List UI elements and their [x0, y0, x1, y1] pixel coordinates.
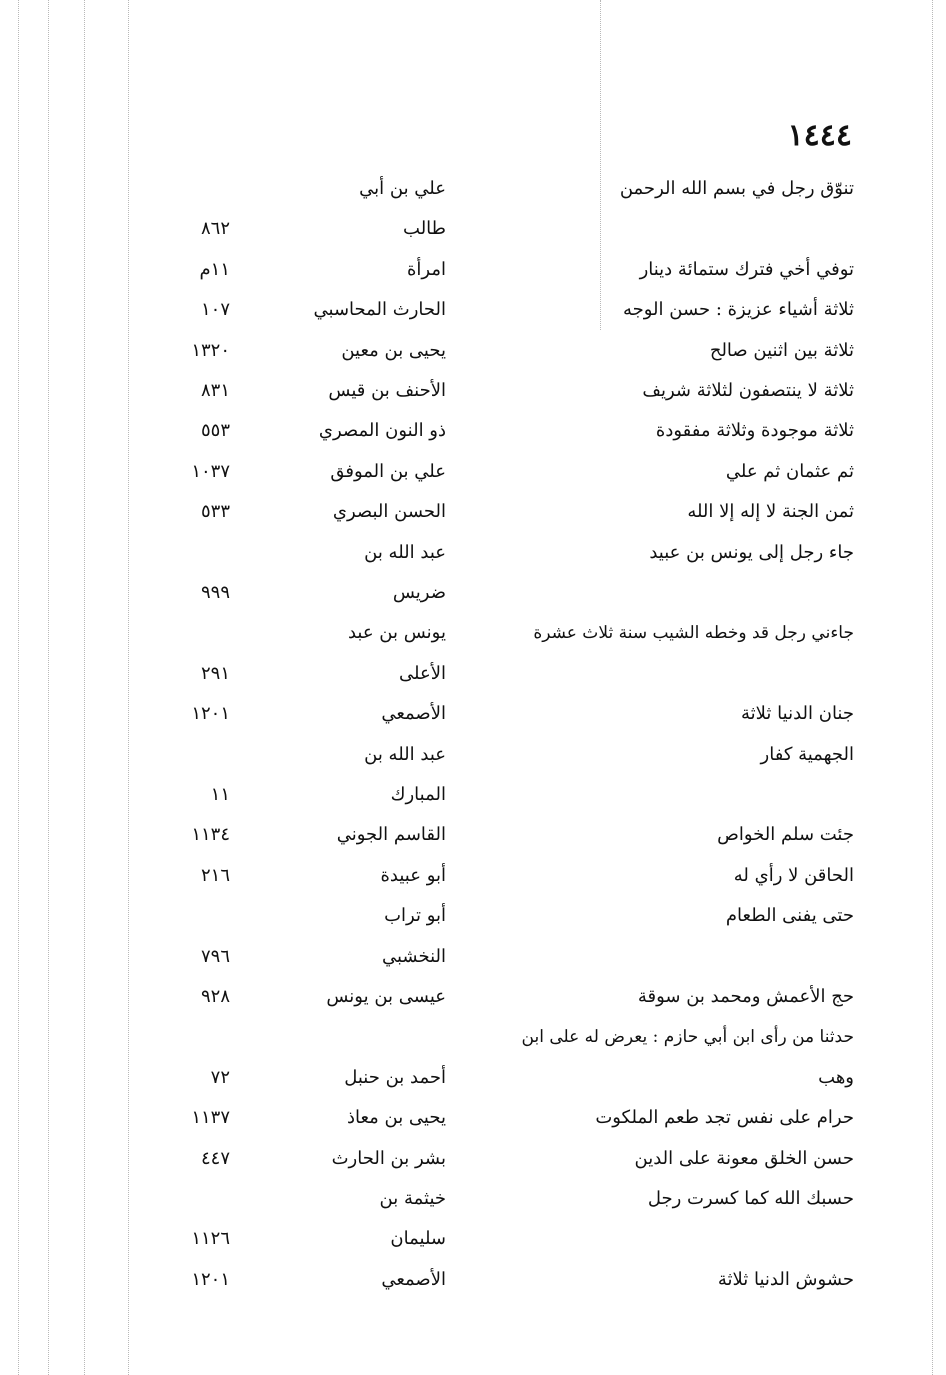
index-entry-author: خيثمة بن — [379, 1188, 446, 1209]
index-entry-author: عبد الله بن — [364, 542, 446, 563]
index-entry-number: ٨٣١ — [200, 380, 230, 401]
index-entry-number — [150, 899, 230, 933]
index-entry-author: يحيى بن معين — [341, 340, 446, 361]
index-entry-number: ١١٣٤ — [191, 824, 230, 845]
index-entry-title: حشوش الدنيا ثلاثة — [717, 1269, 854, 1290]
index-entry-author: الأصمعي — [381, 1269, 446, 1290]
index-entry-author: عيسى بن يونس — [326, 986, 446, 1007]
index-entry-title — [484, 212, 854, 246]
index-entry-number — [150, 1182, 230, 1216]
index-entry-author: امرأة — [406, 259, 446, 280]
index-entry-title: حسن الخلق معونة على الدين — [634, 1148, 854, 1169]
index-entry-number — [150, 1020, 230, 1054]
index-entry-number: ٩٢٨ — [200, 986, 230, 1007]
index-entry-author: الأعلى — [399, 663, 446, 684]
index-entry-author: الحارث المحاسبي — [313, 299, 446, 320]
index-entry-number: ١٢٠١ — [191, 1269, 230, 1290]
index-entry-title: ثلاثة بين اثنين صالح — [709, 340, 854, 361]
index-entry-author: المبارك — [390, 784, 446, 805]
index-entry-title: جاءني رجل قد وخطه الشيب سنة ثلاث عشرة — [533, 623, 854, 643]
index-entry-author: الحسن البصري — [332, 501, 446, 522]
index-entry-title: حرام على نفس تجد طعم الملكوت — [595, 1107, 854, 1128]
index-entry-author: يونس بن عبد — [347, 622, 446, 643]
index-entry-title: توفي أخي فترك ستمائة دينار — [639, 259, 854, 280]
index-entry-title — [484, 1222, 854, 1256]
index-entry-author: ذو النون المصري — [318, 420, 446, 441]
index-entry-number: ١١م — [199, 259, 230, 280]
index-entry-number: ١١٣٧ — [191, 1107, 230, 1128]
index-entry-number — [150, 172, 230, 206]
index-entry-author: عبد الله بن — [364, 744, 446, 765]
index-entry-title: حتى يفنى الطعام — [725, 905, 854, 926]
index-entry-title: الحاقن لا رأي له — [733, 865, 854, 886]
index-entry-title: تنوّق رجل في بسم الله الرحمن — [619, 178, 854, 199]
index-entry-number: ٧٩٦ — [200, 946, 230, 967]
index-entry-title: جئت سلم الخواص — [717, 824, 854, 845]
index-entry-author: أبو تراب — [384, 905, 446, 926]
index-entry-title — [484, 940, 854, 974]
index-entry-number — [150, 536, 230, 570]
index-entry-author: القاسم الجوني — [336, 824, 446, 845]
index-entry-author: أبو عبيدة — [380, 865, 446, 886]
index-entry-number — [150, 738, 230, 772]
index-entry-author: علي بن أبي — [359, 178, 446, 199]
index-entry-title — [484, 657, 854, 691]
index-entry-number: ١٣٢٠ — [191, 340, 230, 361]
index-entry-author: ضريس — [392, 582, 446, 603]
margin-dotted-line — [18, 0, 19, 1375]
index-entry-title: حدثنا من رأى ابن أبي حازم : يعرض له على ابن — [521, 1027, 854, 1047]
index-entry-number: ٨٦٢ — [200, 218, 230, 239]
index-entry-author: الأصمعي — [381, 703, 446, 724]
index-entry-title — [484, 576, 854, 610]
index-entry-title: وهب — [818, 1067, 854, 1088]
page-number: ١٤٤٤ — [787, 118, 852, 153]
margin-dotted-line — [932, 0, 933, 1375]
index-entry-title: حسبك الله كما كسرت رجل — [647, 1188, 854, 1209]
index-entry-title: ثمن الجنة لا إله إلا الله — [687, 501, 854, 522]
index-entry-author: بشر بن الحارث — [331, 1148, 446, 1169]
index-entry-title: ثلاثة موجودة وثلاثة مفقودة — [655, 420, 854, 441]
index-entry-number: ٩٩٩ — [200, 582, 230, 603]
index-entry-author: طالب — [403, 218, 446, 239]
index-entry-author — [286, 1020, 446, 1054]
index-entry-number: ١٠٣٧ — [191, 461, 230, 482]
index-entry-title: جاء رجل إلى يونس بن عبيد — [649, 542, 854, 563]
index-entry-title: ثم عثمان ثم علي — [725, 461, 854, 482]
index-entry-author: سليمان — [390, 1228, 446, 1249]
index-entry-title: جنان الدنيا ثلاثة — [741, 703, 854, 724]
index-entry-number: ١٢٠١ — [191, 703, 230, 724]
margin-dotted-line — [48, 0, 49, 1375]
index-entry-author: أحمد بن حنبل — [344, 1067, 446, 1088]
index-entry-number: ٢١٦ — [200, 865, 230, 886]
index-entry-number: ١٠٧ — [200, 299, 230, 320]
margin-dotted-line — [84, 0, 85, 1375]
margin-dotted-line — [128, 0, 129, 1375]
index-entry-title: ثلاثة أشياء عزيزة : حسن الوجه — [622, 299, 854, 320]
index-entry-title: حج الأعمش ومحمد بن سوقة — [637, 986, 854, 1007]
index-entry-title: الجهمية كفار — [760, 744, 854, 765]
index-entry-number — [150, 616, 230, 650]
index-entry-author: علي بن الموفق — [330, 461, 446, 482]
index-entry-author: يحيى بن معاذ — [346, 1107, 446, 1128]
index-entry-title: ثلاثة لا ينتصفون لثلاثة شريف — [642, 380, 854, 401]
index-entry-number: ٥٣٣ — [200, 501, 230, 522]
index-entry-number: ١١٢٦ — [191, 1228, 230, 1249]
index-entry-author: الأحنف بن قيس — [328, 380, 446, 401]
index-entry-number: ٧٢ — [210, 1067, 230, 1088]
index-entry-number: ٥٥٣ — [200, 420, 230, 441]
index-entry-number: ٤٤٧ — [200, 1148, 230, 1169]
index-entry-number: ٢٩١ — [200, 663, 230, 684]
index-entry-title — [484, 778, 854, 812]
index-entry-author: النخشبي — [381, 946, 446, 967]
index-entry-number: ١١ — [210, 784, 230, 805]
